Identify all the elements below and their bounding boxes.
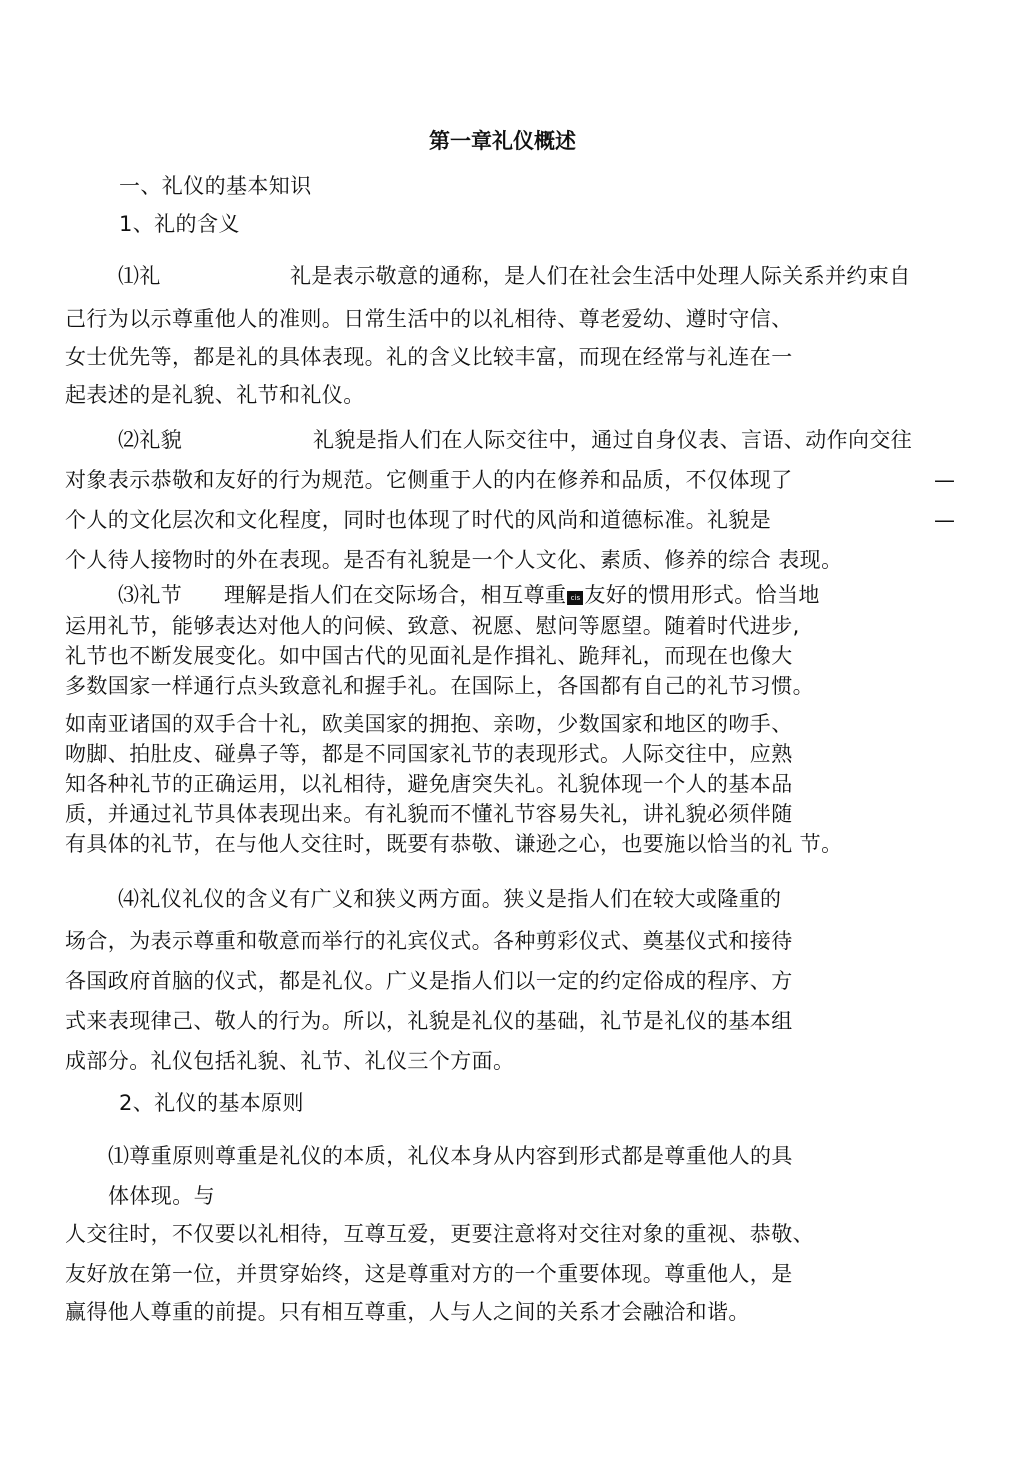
- section-heading-basic-knowledge: 一、礼仪的基本知识: [119, 174, 312, 198]
- para5-line: 赢得他人尊重的前提。只有相互尊重，人与人之间的关系才会融洽和谐。: [65, 1300, 750, 1324]
- para4-line: 场合，为表示尊重和敬意而举行的礼宾仪式。各种剪彩仪式、奠基仪式和接待: [65, 929, 793, 953]
- para2-lead-label: ⑵礼貌: [118, 428, 183, 452]
- para4-line: 各国政府首脑的仪式，都是礼仪。广义是指人们以一定的约定俗成的程序、方: [65, 969, 793, 993]
- para4-line: 成部分。礼仪包括礼貌、礼节、礼仪三个方面。: [65, 1049, 515, 1073]
- para2-dash: —: [934, 468, 955, 492]
- para5-line: 人交往时，不仅要以礼相待，互尊互爱，更要注意将对交往对象的重视、恭敬、: [65, 1222, 814, 1246]
- para3-line: 运用礼节，能够表达对他人的问候、致意、祝愿、慰问等愿望。随着时代进步,: [65, 614, 800, 638]
- para3-line: 礼节也不断发展变化。如中国古代的见面礼是作揖礼、跪拜礼，而现在也像大: [65, 644, 793, 668]
- para3-line: [224, 582, 820, 608]
- para4-line: 式来表现律己、敬人的行为。所以，礼貌是礼仪的基础，礼节是礼仪的基本组: [65, 1009, 793, 1033]
- para2-line: 个人的文化层次和文化程度，同时也体现了时代的风尚和道德标准。礼貌是: [65, 508, 772, 532]
- para1-line: 己行为以示尊重他人的准则。日常生活中的以礼相待、尊老爱幼、遵时守信、: [65, 307, 793, 331]
- para3-line: 知各种礼节的正确运用，以礼相待，避免唐突失礼。礼貌体现一个人的基本品: [65, 772, 793, 796]
- subheading-meaning-of-li: 1、礼的含义: [119, 212, 240, 236]
- para5-line: 体体现。与: [108, 1184, 215, 1208]
- inline-badge-icon: cis: [567, 591, 583, 605]
- para4-line: ⑷礼仪礼仪的含义有广义和狭义两方面。狭义是指人们在较大或隆重的: [118, 887, 782, 911]
- para1-line: 女士优先等，都是礼的具体表现。礼的含义比较丰富，而现在经常与礼连在一: [65, 345, 793, 369]
- para5-line: ⑴尊重原则尊重是礼仪的本质，礼仪本身从内容到形式都是尊重他人的具: [108, 1144, 793, 1168]
- para2-line: 礼貌是指人们在人际交往中，通过自身仪表、言语、动作向交往: [313, 428, 913, 452]
- chapter-title: 第一章礼仪概述: [429, 129, 576, 153]
- para2-line: 对象表示恭敬和友好的行为规范。它侧重于人的内在修养和品质，不仅体现了: [65, 468, 793, 492]
- para3-line: 吻脚、拍肚皮、碰鼻子等，都是不同国家礼节的表现形式。人际交往中，应熟: [65, 742, 793, 766]
- para1-line: 礼是表示敬意的通称，是人们在社会生活中处理人际关系并约束自: [290, 264, 911, 288]
- para2-line: 个人待人接物时的外在表现。是否有礼貌是一个人文化、素质、修养的综合 表现。: [65, 548, 843, 572]
- para3-line: 有具体的礼节，在与他人交往时，既要有恭敬、谦逊之心，也要施以恰当的礼 节。: [65, 832, 843, 856]
- para3-line: 质，并通过礼节具体表现出来。有礼貌而不懂礼节容易失礼，讲礼貌必须伴随: [65, 802, 793, 826]
- para3-line-part: 理解是指人们在交际场合，相互尊重: [224, 583, 567, 607]
- subheading-basic-principles: 2、礼仪的基本原则: [119, 1091, 304, 1115]
- para3-lead-label: ⑶礼节: [118, 583, 183, 607]
- para1-line: 起表述的是礼貌、礼节和礼仪。: [65, 383, 365, 407]
- para2-dash: —: [934, 508, 955, 532]
- para3-line: 多数国家一样通行点头致意礼和握手礼。在国际上，各国都有自己的礼节习惯。: [65, 674, 814, 698]
- para3-line: 如南亚诸国的双手合十礼，欧美国家的拥抱、亲吻，少数国家和地区的吻手、: [65, 712, 793, 736]
- para3-line-part: 友好的惯用形式。恰当地: [584, 583, 820, 607]
- para1-lead-label: ⑴礼: [118, 264, 161, 288]
- para5-line: 友好放在第一位，并贯穿始终，这是尊重对方的一个重要体现。尊重他人，是: [65, 1262, 793, 1286]
